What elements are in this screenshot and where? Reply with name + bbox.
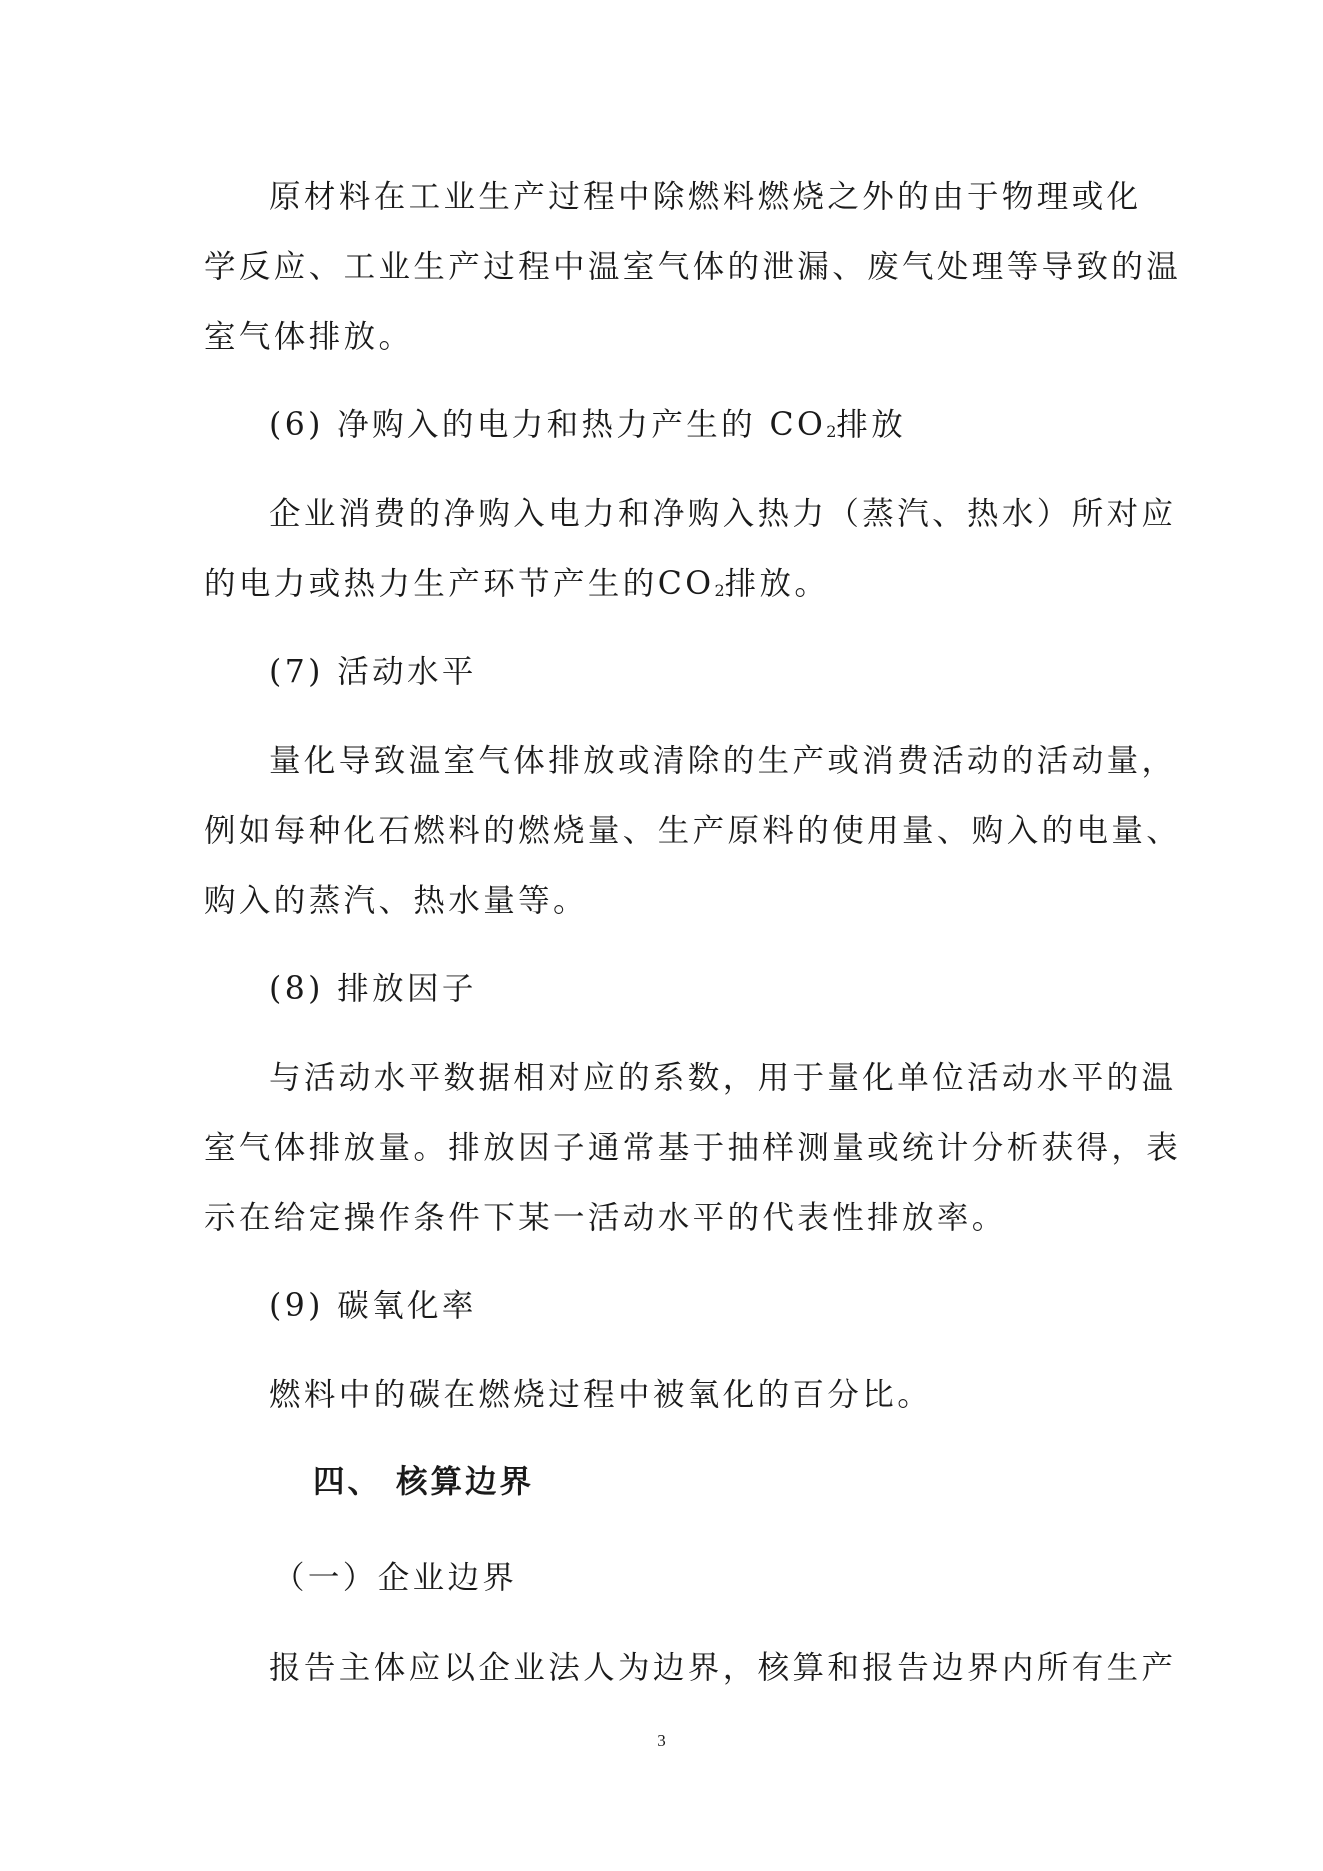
- paragraph-text: 排放。: [724, 566, 830, 602]
- term-heading-7: (7) 活动水平: [269, 654, 477, 690]
- subscript: 2: [826, 422, 837, 441]
- subscript: 2: [714, 581, 725, 600]
- paragraph-line: 量化导致温室气体排放或清除的生产或消费活动的活动量，: [269, 743, 1177, 779]
- term-heading-text: 排放: [836, 407, 907, 443]
- paragraph-line: 燃料中的碳在燃烧过程中被氧化的百分比。: [269, 1377, 933, 1413]
- subsection-heading: （一）企业边界: [273, 1560, 518, 1596]
- paragraph-line: 企业消费的净购入电力和净购入热力（蒸汽、热水）所对应: [269, 496, 1177, 532]
- paragraph-text: 的电力或热力生产环节产生的CO: [204, 566, 715, 602]
- paragraph-line: 原材料在工业生产过程中除燃料燃烧之外的由于物理或化: [269, 179, 1142, 215]
- section-heading: 四、 核算边界: [313, 1463, 534, 1500]
- paragraph-line: 室气体排放。: [204, 319, 414, 355]
- paragraph-line: 室气体排放量。排放因子通常基于抽样测量或统计分析获得，表: [204, 1130, 1182, 1166]
- paragraph-line: 报告主体应以企业法人为边界，核算和报告边界内所有生产: [269, 1650, 1177, 1686]
- paragraph-line: 学反应、工业生产过程中温室气体的泄漏、废气处理等导致的温: [204, 249, 1182, 285]
- paragraph-line: [204, 564, 829, 604]
- paragraph-line: 购入的蒸汽、热水量等。: [204, 883, 588, 919]
- term-heading-8: (8) 排放因子: [269, 971, 477, 1007]
- paragraph-line: 示在给定操作条件下某一活动水平的代表性排放率。: [204, 1200, 1007, 1236]
- term-heading-6: [269, 405, 906, 445]
- term-heading-text: (6) 净购入的电力和热力产生的 CO: [269, 407, 827, 443]
- page-number: 3: [657, 1731, 666, 1750]
- term-heading-9: (9) 碳氧化率: [269, 1288, 477, 1324]
- paragraph-line: 例如每种化石燃料的燃烧量、生产原料的使用量、购入的电量、: [204, 813, 1182, 849]
- paragraph-line: 与活动水平数据相对应的系数，用于量化单位活动水平的温: [269, 1060, 1177, 1096]
